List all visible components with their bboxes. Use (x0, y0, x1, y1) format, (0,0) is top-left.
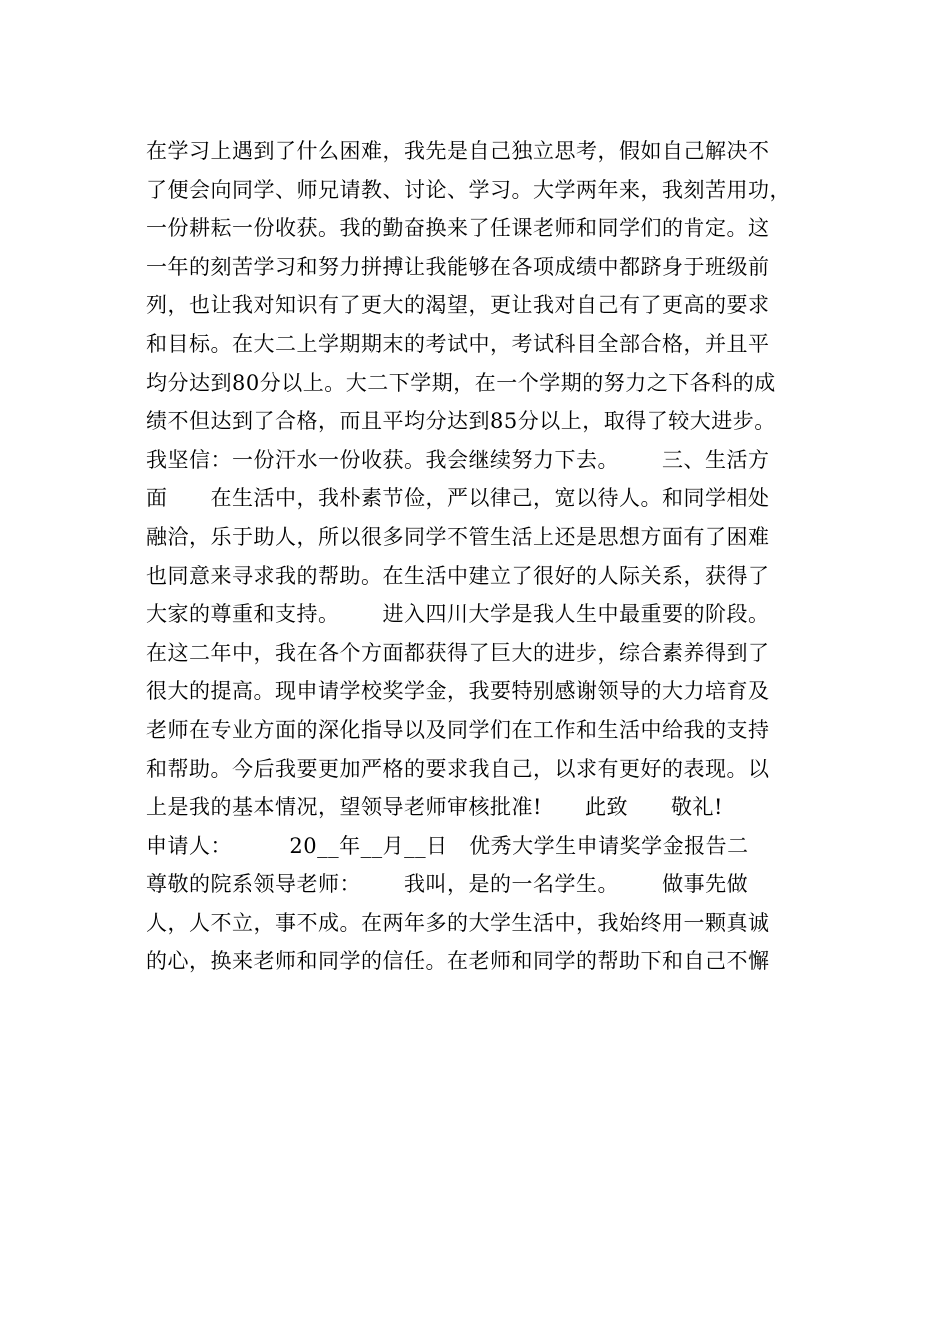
text-line: 均分达到80分以上。大二下学期，在一个学期的努力之下各科的成 (146, 370, 776, 395)
text-line: 人，人不立，事不成。在两年多的大学生活中，我始终用一颗真诚 (146, 910, 770, 935)
text-line: 一年的刻苦学习和努力拼搏让我能够在各项成绩中都跻身于班级前 (146, 254, 770, 279)
text-line: 我坚信：一份汗水一份收获。我会继续努力下去。 三、生活方 (146, 447, 770, 472)
text-line: 的心，换来老师和同学的信任。在老师和同学的帮助下和自己不懈 (146, 949, 770, 974)
text-line: 也同意来寻求我的帮助。在生活中建立了很好的人际关系，获得了 (146, 563, 770, 588)
text-line: 融洽，乐于助人，所以很多同学不管生活上还是思想方面有了困难 (146, 524, 770, 549)
text-line: 一份耕耘一份收获。我的勤奋换来了任课老师和同学们的肯定。这 (146, 216, 770, 241)
text-line: 和目标。在大二上学期期末的考试中，考试科目全部合格，并且平 (146, 331, 770, 356)
body-text (146, 132, 816, 981)
text-line: 绩不但达到了合格，而且平均分达到85分以上，取得了较大进步。 (146, 409, 776, 434)
text-line: 在学习上遇到了什么困难，我先是自己独立思考，假如自己解决不 (146, 139, 770, 163)
text-line: 列，也让我对知识有了更大的渴望，更让我对自己有了更高的要求 (146, 293, 770, 318)
text-line: 老师在专业方面的深化指导以及同学们在工作和生活中给我的支持 (146, 717, 770, 742)
text-line: 很大的提高。现申请学校奖学金，我要特别感谢领导的大力培育及 (146, 679, 770, 704)
text-line: 和帮助。今后我要更加严格的要求我自己，以求有更好的表现。以 (146, 756, 770, 781)
text-line: 面 在生活中，我朴素节俭，严以律己，宽以待人。和同学相处 (146, 486, 770, 511)
text-line: 尊敬的院系领导老师： 我叫，是的一名学生。 做事先做 (146, 872, 749, 897)
text-line: 在这二年中，我在各个方面都获得了巨大的进步，综合素养得到了 (146, 640, 770, 665)
text-line: 了便会向同学、师兄请教、讨论、学习。大学两年来，我刻苦用功， (146, 177, 791, 202)
text-line: 上是我的基本情况，望领导老师审核批准! 此致 敬礼! (146, 795, 723, 820)
text-line: 申请人： 20__年__月__日 优秀大学生申请奖学金报告二 (146, 833, 749, 858)
text-line: 大家的尊重和支持。 进入四川大学是我人生中最重要的阶段。 (146, 602, 770, 627)
